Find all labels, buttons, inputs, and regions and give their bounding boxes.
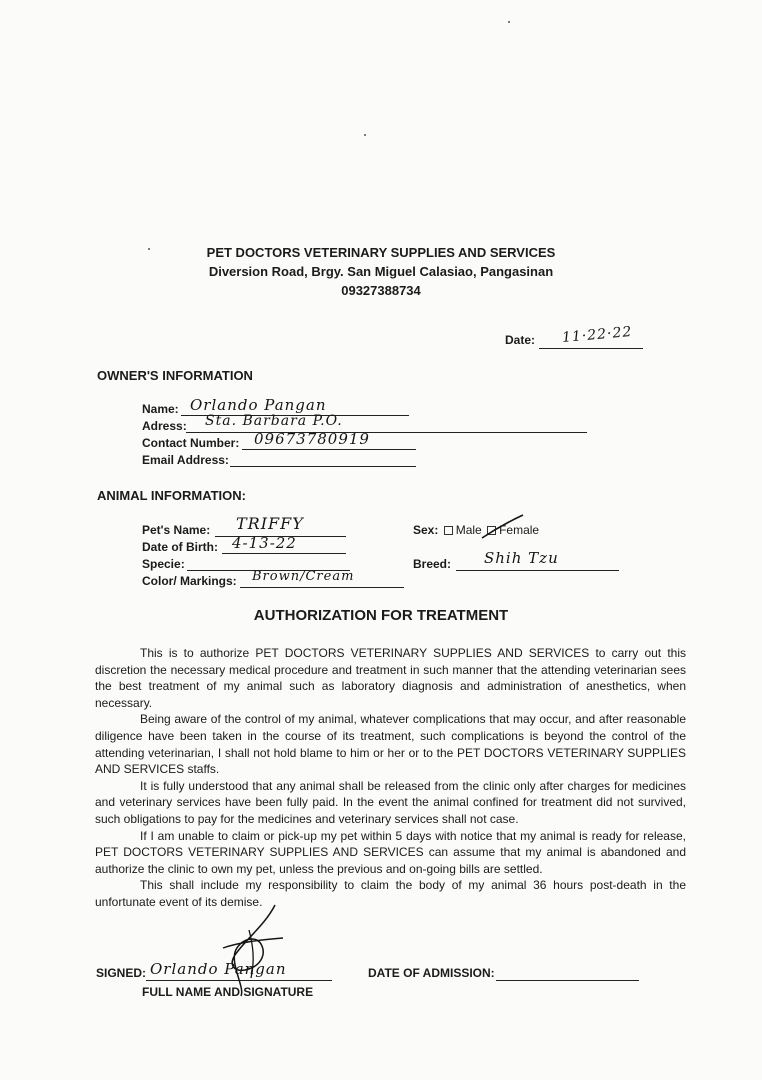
owner-email-label: Email Address: [142,453,229,467]
owner-address-value[interactable]: Sta. Barbara P.O. [205,413,343,429]
signed-label: SIGNED: [96,966,147,980]
signed-name-value[interactable]: Orlando Pangan [150,960,287,978]
date-label: Date: [505,333,536,347]
dob-value[interactable]: 4-13-22 [232,534,297,552]
owner-email-line [230,466,416,467]
breed-value[interactable]: Shih Tzu [484,549,559,567]
dob-label: Date of Birth: [142,540,218,554]
male-checkbox[interactable] [444,526,453,535]
authorization-paragraph: Being aware of the control of my animal, whatever complications that may occur, and after reasonable diligence have been taken in the course of its treatment, such complications is beyond the control of the attending veterinarian, I shall not hold blame to him or her or to the PET DOCTORS VETERINARY SUPPLIES AND SERVICES staffs. [95,712,686,777]
sex-label: Sex: [413,523,439,537]
date-value[interactable]: 11·22·22 [561,323,633,347]
owner-contact-line [242,449,416,450]
male-option-label: Male [455,523,482,537]
authorization-paragraph: It is fully understood that any animal shall be released from the clinic only after charges for medicines and veterinary services have been fully paid. In the event the animal confined for treatment did not survived, such obligations to pay for the medicines and veterinary services shall not case. [95,778,686,826]
color-markings-label: Color/ Markings: [142,574,237,588]
admission-date-line [496,980,639,981]
scan-speck [364,134,366,136]
authorization-paragraph: This is to authorize PET DOCTORS VETERINARY SUPPLIES AND SERVICES to carry out this discretion the necessary medical procedure and treatment in such manner that the attending veterinarian sees the best treatment of my animal such as laboratory diagnosis and administration of anesthetics, when necessary. [95,646,686,710]
female-option-label: Female [499,523,540,537]
company-phone: 09327388734 [341,283,421,298]
date-line [539,348,643,349]
owner-address-line [186,432,587,433]
breed-line [456,570,619,571]
authorization-title: AUTHORIZATION FOR TREATMENT [253,607,509,624]
owner-name-value[interactable]: Orlando Pangan [190,396,327,414]
authorization-paragraph: This shall include my responsibility to claim the body of my animal 36 hours post-death in the unfortunate event of its demise. [95,878,686,909]
signature-caption: FULL NAME AND SIGNATURE [142,985,314,999]
admission-date-label: DATE OF ADMISSION: [368,966,495,980]
owner-name-label: Name: [142,402,179,416]
specie-label: Specie: [142,557,185,571]
scan-speck [508,21,510,23]
color-markings-value[interactable]: Brown/Cream [252,569,355,584]
owner-contact-value[interactable]: 09673780919 [254,430,370,448]
company-address: Diversion Road, Brgy. San Miguel Calasiao, Pangasinan [208,264,554,279]
owner-section-title: OWNER'S INFORMATION [97,368,253,383]
breed-label: Breed: [413,557,452,571]
owner-address-label: Adress: [142,419,187,433]
animal-section-title: ANIMAL INFORMATION: [97,488,246,503]
color-markings-line [240,587,404,588]
dob-line [222,553,346,554]
company-name: PET DOCTORS VETERINARY SUPPLIES AND SERVICES [206,245,556,260]
female-check-mark-icon [480,512,525,542]
scan-speck [148,248,150,250]
owner-contact-label: Contact Number: [142,436,240,450]
pet-name-value[interactable]: TRIFFY [236,514,304,533]
pet-name-label: Pet's Name: [142,523,211,537]
authorization-body [95,645,686,911]
authorization-paragraph: If I am unable to claim or pick-up my pet within 5 days with notice that my animal is ready for release, PET DOCTORS VETERINARY SUPPLIES AND SERVICES can assume that my animal is abandoned and authorize the clinic to own my pet, unless the previous and on-going bills are settled. [95,828,686,876]
